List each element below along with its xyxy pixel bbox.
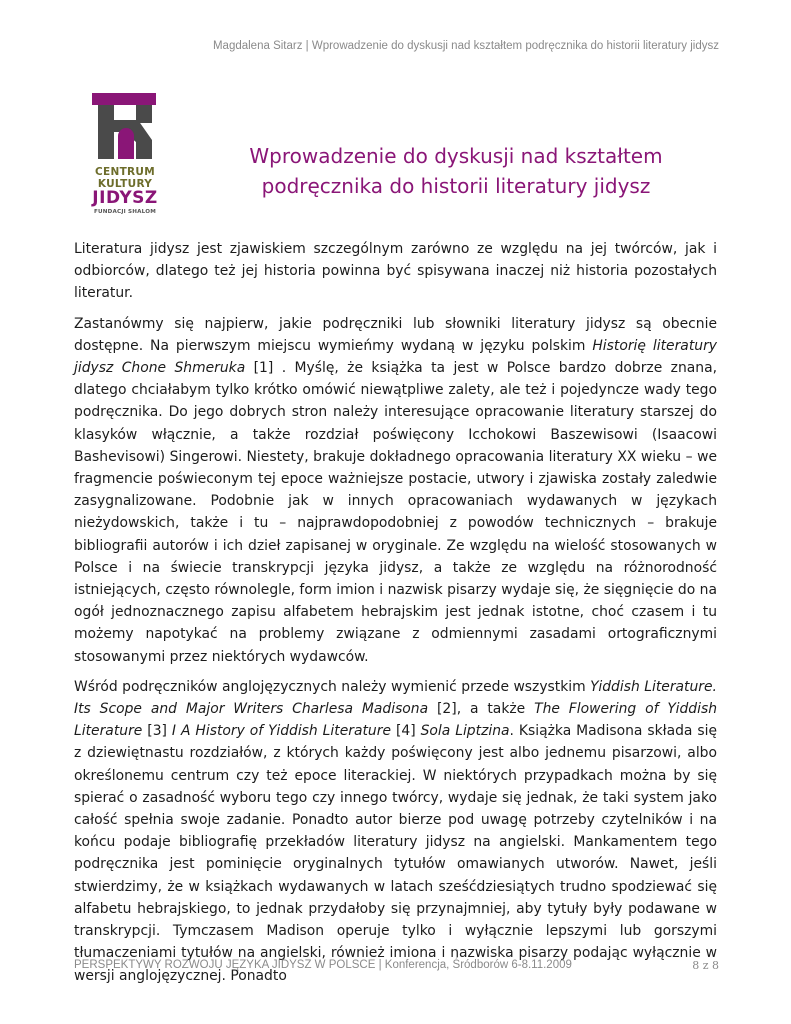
paragraph (74, 313, 717, 668)
logo-line-fundacji: FUNDACJI SHALOM (94, 209, 156, 215)
text-segment: [2], a także (428, 701, 535, 718)
italic-citation: Historię literatury jidysz Chone Shmeruka (74, 337, 717, 377)
italic-citation: I A History of Yiddish Literature (171, 723, 391, 740)
italic-citation: Yiddish Literature. Its Scope and Major Writers Charlesa Madisona (74, 678, 717, 718)
running-header: Magdalena Sitarz | Wprowadzenie do dyskusji nad kształtem podręcznika do historii literatury jidysz (212, 40, 719, 52)
text-segment: Literatura jidysz jest zjawiskiem szczególnym zarówno ze względu na jej twórców, jak i odbiorców, dlatego też jej historia powinna być spisywana inaczej niż historia pozostałych literatur. (74, 241, 717, 302)
footer-conference: PERSPEKTYWY ROZWOJU JĘZYKA JIDYSZ W POLSCE | Konferencja, Śródborów 6-8.11.2009 (74, 959, 572, 971)
italic-citation: The Flowering of Yiddish Literature (74, 701, 717, 740)
text-segment: Zastanówmy się najpierw, jakie podręczniki lub słowniki literatury jidysz są obecnie dostępne. Na pierwszym miejscu wymieńmy wydaną w języku polskim (74, 315, 717, 354)
text-segment: [1] . Myślę, że książka ta jest w Polsce bardzo dobrze znana, dlatego chciałabym tylko krótko omówić niewątpliwe zalety, ale też i pojedyncze wady tego podręcznika. Do jego dobrych stron należy interesujące opracowanie literatury starszej do klasyków włącznie, a także rozdział poświęcony Icchokowi Baszewisowi (Isaacowi Bashevisowi) Singerowi. Niestety, brakuje dokładnego opracowania literatury XX wieku – we fragmencie poświeconym tej epoce ważniejsze postacie, utwory i zjawiska zostały zaledwie zasygnalizowane. Podobnie jak w innych opracowaniach wydawanych w językach nieżydowskich, także i tu – najprawdopodobniej z powodów technicznych – brakuje bibliografii autorów i ich dzieł zapisanej w oryginale. Ze względu na wielość stosowanych w Polsce i na świecie transkrypcji języka jidysz, a także ze względu na różnorodność istniejących, często równolegle, form imion i nazwisk pisarzy wydaje się, że sięgnięcie do na ogół jednoznacznego zapisu alfabetem hebrajskim jest jednak istotne, choć czasem i tu możemy napotykać na problemy związane z odmiennymi zasadami ortograficznymi stosowanymi przez niektórych wydawców. (74, 360, 717, 665)
text-segment: [4] (391, 723, 421, 740)
italic-citation: Sola Liptzina (420, 723, 510, 740)
text-segment: . Książka Madisona składa się z dziewiętnastu rozdziałów, z których każdy poświęcony jest albo jednemu pisarzowi, albo określonemu centrum czy też epoce literackiej. W niektórych przypadkach można by się spierać o zasadność wyboru tego czy innego twórcy, wydaje się jednak, że taki system jako całość spełnia swoje zadanie. Ponadto autor bierze pod uwagę potrzeby czytelników i na końcu podaje bibliografię przekładów literatury jidysz na angielski. Mankamentem tego podręcznika jest pominięcie oryginalnych tytułów omawianych utworów. Nawet, jeśli stwierdzimy, że w książkach wydawanych w latach sześćdziesiątych trudno spodziewać się alfabetu hebrajskiego, to jednak przydałoby się przynajmniej, aby tytuły były podawane w transkrypcji. Tymczasem Madison operuje tylko i wyłącznie lepszymi lub gorszymi tłumaczeniami tytułów na angielski, również imiona i nazwiska pisarzy podając wyłącznie w wersji anglojęzycznej. Ponadto (74, 723, 718, 984)
logo-line-centrum: CENTRUM (95, 166, 155, 178)
logo-line-jidysz: JIDYSZ (92, 188, 158, 208)
text-segment: Wśród podręczników anglojęzycznych należy wymienić przede wszystkim (74, 678, 591, 695)
logo-line-kultury: KULTURY (97, 178, 153, 190)
paragraph (74, 676, 717, 987)
body-text (74, 238, 717, 995)
text-segment: [3] (142, 723, 172, 740)
page-number: 8 z 8 (692, 959, 719, 972)
logo (78, 84, 172, 222)
document-title: Wprowadzenie do dyskusji nad kształtem podręcznika do historii literatury jidysz (249, 144, 663, 198)
paragraph (74, 238, 717, 305)
